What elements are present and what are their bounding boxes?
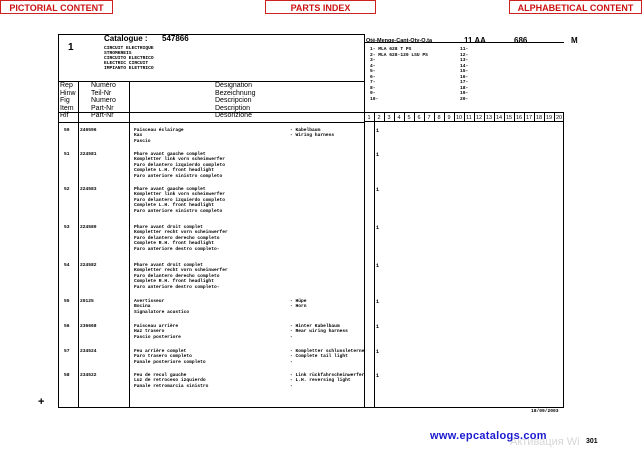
title-de: STROMKREIS xyxy=(104,51,132,56)
translation-line: - Wiring harness xyxy=(290,133,335,139)
qty-column-number: 12 xyxy=(475,115,483,121)
designation-line: Bocina xyxy=(134,304,151,310)
row-designation xyxy=(134,349,206,365)
qty-column-number: 13 xyxy=(485,115,493,121)
qty-column-number: 19 xyxy=(545,115,553,121)
translation-line xyxy=(290,310,307,315)
variant-list-right: 11- 12- 13- 14- 15- 16- 17- 18- 19- 20- xyxy=(460,47,469,102)
qty-column-number: 18 xyxy=(535,115,543,121)
row-designation xyxy=(134,225,228,252)
title-fr: CIRCUIT ELECTRIQUE xyxy=(104,46,154,51)
designation-line: Faro anteriore sinistro completo xyxy=(134,208,223,214)
row-ref: 50 xyxy=(64,128,70,133)
qty-column-number: 9 xyxy=(447,115,451,121)
row-ref: 56 xyxy=(64,324,70,329)
table-row[interactable] xyxy=(58,225,564,259)
row-quantity: 1 xyxy=(376,349,380,355)
translation-line: - xyxy=(290,383,293,389)
translation-line: - Hüpe xyxy=(290,299,307,304)
designation-line: Faro delantero izquierdo completo xyxy=(134,197,225,203)
designation-line: Faro trasero completo xyxy=(134,354,192,360)
row-part-number[interactable]: 234524 xyxy=(80,349,97,354)
translation-line: - L.H. reversing light xyxy=(290,378,351,384)
designation-line: Fanale posteriore completo xyxy=(134,359,206,365)
catalogue-number: 547866 xyxy=(162,34,189,43)
row-part-number[interactable]: 236668 xyxy=(80,324,97,329)
tab-alphabetical-content[interactable]: ALPHABETICAL CONTENT xyxy=(509,0,642,14)
revision-date: 18/09/2003 xyxy=(531,409,559,414)
qty-column-number: 17 xyxy=(525,115,533,121)
designation-line: Haz trasero xyxy=(134,329,165,335)
row-designation-translation xyxy=(290,373,364,389)
row-quantity: 1 xyxy=(376,128,380,134)
row-quantity: 1 xyxy=(376,299,380,305)
row-quantity: 1 xyxy=(376,373,380,379)
designation-line: Faisceau arrière xyxy=(134,324,179,329)
row-quantity: 1 xyxy=(376,152,380,158)
designation-line: Faro anteriore destro completo- xyxy=(134,284,220,290)
row-designation xyxy=(134,263,228,290)
designation-line: Phare avant droit complet xyxy=(134,225,203,230)
watermark-link[interactable]: www.epcatalogs.com xyxy=(430,430,547,442)
translation-line: - Rear wiring harness xyxy=(290,329,348,335)
designation-line: Phare avant gauche complet xyxy=(134,187,206,192)
parts-sheet xyxy=(58,34,578,408)
designation-line: Kax xyxy=(134,133,143,139)
row-part-number[interactable]: 234522 xyxy=(80,373,97,378)
designation-column-header: Désignation Bezeichnung Descripcion Description Desorizione xyxy=(215,82,256,120)
row-quantity: 1 xyxy=(376,225,380,231)
row-designation xyxy=(134,128,184,144)
translation-line: - Complete tail light xyxy=(290,354,348,360)
designation-line: Kompletter link vorn scheinwerfer xyxy=(134,192,225,198)
designation-line: Faro anteriore sinistro completo xyxy=(134,173,223,179)
tab-parts-index[interactable]: PARTS INDEX xyxy=(265,0,376,14)
qty-column-number: 10 xyxy=(455,115,463,121)
row-designation xyxy=(134,373,208,389)
designation-line: Phare avant gauche complet xyxy=(134,152,206,157)
designation-line: Fascio posteriore xyxy=(134,334,181,340)
translation-line: - xyxy=(290,334,293,340)
catalogue-label: Catalogue : xyxy=(104,34,148,43)
translation-line xyxy=(290,139,334,144)
row-designation xyxy=(134,299,189,315)
qty-column-number: 16 xyxy=(515,115,523,121)
designation-line: Complete L.H. front headlight xyxy=(134,168,214,174)
qty-column-number: 11 xyxy=(466,115,472,121)
row-designation-translation xyxy=(290,324,348,340)
qty-column-number: 1 xyxy=(367,115,371,121)
row-designation-translation xyxy=(290,299,307,315)
designation-line: Feu arrière complet xyxy=(134,349,187,354)
row-quantity: 1 xyxy=(376,324,380,330)
table-row[interactable] xyxy=(58,187,564,221)
designation-line: Complete R.H. front headlight xyxy=(134,279,214,285)
designation-line: Kompletter link vorn scheinwerfer xyxy=(134,157,225,163)
title-en: ELECTRIC CIRCUIT xyxy=(104,61,149,66)
translation-line: - Horn xyxy=(290,304,307,310)
qty-column-number: 6 xyxy=(417,115,421,121)
page-number: 301 xyxy=(586,438,598,445)
designation-line: Faisceau éclairage xyxy=(134,128,184,133)
qty-code: 11 AA xyxy=(464,36,486,45)
row-part-number[interactable]: 224582 xyxy=(80,263,97,268)
designation-line: Signalatore acustico xyxy=(134,309,190,315)
qty-column-number: 5 xyxy=(407,115,411,121)
row-designation xyxy=(134,187,225,214)
qty-column-number: 2 xyxy=(377,115,381,121)
qty-marker: M xyxy=(571,36,578,45)
designation-line: Complete L.H. front headlight xyxy=(134,203,214,209)
designation-line: Phare avant droit complet xyxy=(134,263,203,268)
activation-overlay: Активация Wi xyxy=(510,436,580,448)
row-designation xyxy=(134,152,225,179)
number-column-header: Numéro Teil-Nr Numero Part-Nr Part-Nr xyxy=(91,82,116,120)
row-quantity: 1 xyxy=(376,187,380,193)
row-part-number[interactable]: 224580 xyxy=(80,225,97,230)
translation-line: - Link rückfahrscheinwerfer xyxy=(290,373,365,378)
designation-line: Feu de recul gauche xyxy=(134,373,187,378)
qty-column-number: 3 xyxy=(387,115,391,121)
designation-line: Fanale retromarcia sinistro xyxy=(134,383,209,389)
translation-line: - Kompletter schlussleterne xyxy=(290,349,365,354)
title-es: CIRCUITO ELECTRICO xyxy=(104,56,154,61)
table-row[interactable] xyxy=(58,152,564,186)
expand-plus-button[interactable]: + xyxy=(38,396,45,408)
qty-column-number: 14 xyxy=(495,115,503,121)
designation-line: Complete R.H. front headlight xyxy=(134,241,214,247)
row-part-number[interactable]: 224583 xyxy=(80,187,97,192)
qty-header: Qté-Menge-Cant-Qty-Q.ta xyxy=(366,38,432,44)
qty-column-number: 20 xyxy=(555,115,563,121)
row-ref: 54 xyxy=(64,263,70,268)
translation-line: - xyxy=(290,359,293,365)
qty-column-number: 4 xyxy=(397,115,401,121)
row-quantity: 1 xyxy=(376,263,380,269)
designation-line: Faro delantero derecho completo xyxy=(134,235,220,241)
ref-column-header: Rep Hinw Fig Item Rif xyxy=(60,82,76,120)
qty-number: 686 xyxy=(514,36,528,45)
designation-line: Luz de retroceso izquierdo xyxy=(134,378,206,384)
row-designation xyxy=(134,324,181,340)
row-part-number[interactable]: 20125 xyxy=(80,299,94,304)
table-row[interactable] xyxy=(58,263,564,297)
variant-list-left: 1- MLA 628 T PS 2- MLA 628-120 LSU PS 3- 4- 5- 6- 7- 8- 9- 10- xyxy=(370,47,428,102)
designation-line: Faro delantero izquierdo completo xyxy=(134,162,225,168)
designation-line: Faro anteriore destro completo- xyxy=(134,246,220,252)
row-ref: 52 xyxy=(64,187,70,192)
row-ref: 53 xyxy=(64,225,70,230)
row-designation-translation xyxy=(290,349,364,365)
row-part-number[interactable]: 246596 xyxy=(80,128,97,133)
qty-column-number: 7 xyxy=(427,115,431,121)
row-ref: 57 xyxy=(64,349,70,354)
designation-line: Fascio xyxy=(134,138,151,144)
tab-pictorial-content[interactable]: PICTORIAL CONTENT xyxy=(0,0,113,14)
sheet-number: 1 xyxy=(68,42,74,53)
row-part-number[interactable]: 224581 xyxy=(80,152,97,157)
designation-line: Avertisseur xyxy=(134,299,165,304)
table-row[interactable] xyxy=(58,373,564,407)
translation-line: - Kabelbaum xyxy=(290,128,321,133)
qty-column-number: 8 xyxy=(437,115,441,121)
row-designation-translation xyxy=(290,128,334,144)
row-ref: 55 xyxy=(64,299,70,304)
designation-line: Kompletter recht vorn scheinwerfer xyxy=(134,268,228,274)
row-ref: 51 xyxy=(64,152,70,157)
translation-line: - Hinter Kabelbaum xyxy=(290,324,340,329)
designation-line: Kompletter recht vorn scheinwerfer xyxy=(134,230,228,236)
qty-column-number: 15 xyxy=(505,115,513,121)
designation-line: Faro delantero derecho completo xyxy=(134,273,220,279)
row-ref: 58 xyxy=(64,373,70,378)
title-it: IMPIANTO ELETTRICO xyxy=(104,66,154,71)
